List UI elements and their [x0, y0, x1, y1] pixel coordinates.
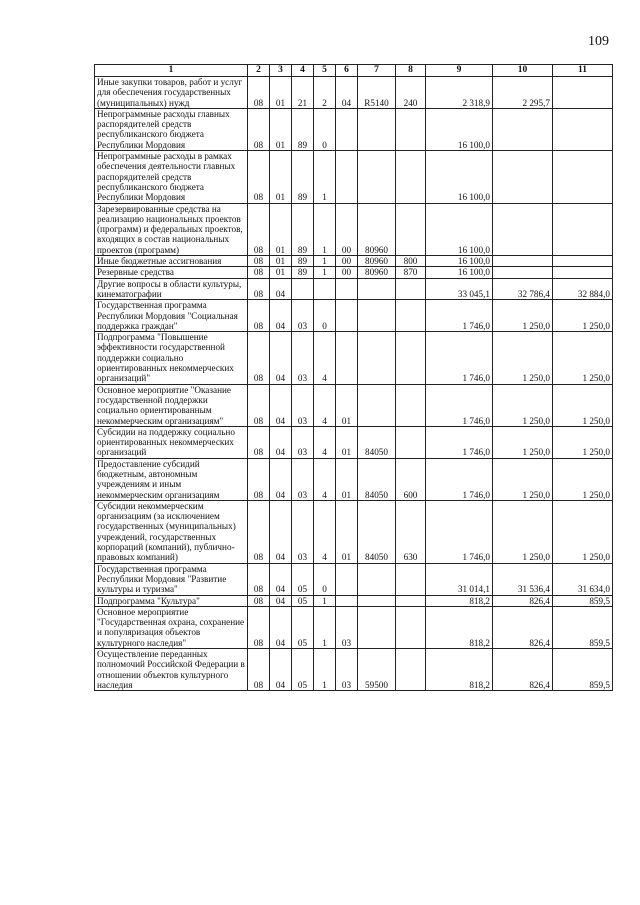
cell-activity — [336, 300, 358, 332]
cell-amount-2: 1 250,0 — [493, 332, 553, 384]
cell-subsection: 04 — [270, 384, 292, 426]
col-header: 2 — [248, 65, 270, 77]
table-row — [95, 606, 613, 648]
row-name: Основное мероприятие "Государственная охрана, сохранение и популяризация объектов культурного наследия" — [95, 606, 248, 648]
cell-amount-3: 31 634,0 — [553, 563, 613, 595]
cell-subprogram: 4 — [314, 458, 336, 500]
cell-activity: 01 — [336, 426, 358, 458]
cell-amount-2: 826,4 — [493, 606, 553, 648]
cell-direction: 59500 — [358, 649, 396, 691]
cell-section: 08 — [248, 606, 270, 648]
cell-direction: 84050 — [358, 458, 396, 500]
cell-subprogram: 4 — [314, 426, 336, 458]
cell-subsection: 01 — [270, 108, 292, 150]
cell-subprogram: 1 — [314, 606, 336, 648]
cell-activity: 01 — [336, 384, 358, 426]
cell-program: 03 — [292, 458, 314, 500]
cell-amount-1: 1 746,0 — [426, 332, 493, 384]
cell-amount-3: 859,5 — [553, 649, 613, 691]
cell-section: 08 — [248, 458, 270, 500]
row-name: Подпрограмма "Культура" — [95, 595, 248, 606]
cell-activity — [336, 595, 358, 606]
cell-subprogram: 2 — [314, 77, 336, 109]
cell-program: 05 — [292, 606, 314, 648]
cell-expense-type: 800 — [396, 256, 426, 267]
row-name: Государственная программа Республики Мордовия "Развитие культуры и туризма" — [95, 563, 248, 595]
cell-section: 08 — [248, 563, 270, 595]
cell-activity: 01 — [336, 500, 358, 563]
cell-expense-type — [396, 203, 426, 255]
table-row — [95, 108, 613, 150]
cell-direction: 84050 — [358, 500, 396, 563]
cell-subsection: 04 — [270, 649, 292, 691]
cell-direction — [358, 108, 396, 150]
row-name: Государственная программа Республики Мордовия "Социальная поддержка граждан" — [95, 300, 248, 332]
cell-subsection: 01 — [270, 203, 292, 255]
cell-amount-1: 16 100,0 — [426, 256, 493, 267]
cell-program: 03 — [292, 426, 314, 458]
row-name: Субсидии некоммерческим организациям (за исключением государственных (муниципальных) учреждений, государственных корпораций (компаний), публично-правовых компаний) — [95, 500, 248, 563]
cell-direction — [358, 595, 396, 606]
cell-amount-1: 818,2 — [426, 649, 493, 691]
cell-subprogram: 0 — [314, 108, 336, 150]
cell-section: 08 — [248, 595, 270, 606]
cell-program: 89 — [292, 108, 314, 150]
col-header: 3 — [270, 65, 292, 77]
col-header: 6 — [336, 65, 358, 77]
table-row — [95, 426, 613, 458]
cell-section: 08 — [248, 426, 270, 458]
row-name: Субсидии на поддержку социально ориентированных некоммерческих организаций — [95, 426, 248, 458]
table-row — [95, 649, 613, 691]
cell-amount-3: 859,5 — [553, 595, 613, 606]
cell-amount-3 — [553, 151, 613, 203]
cell-program: 05 — [292, 649, 314, 691]
row-name: Резервные средства — [95, 267, 248, 278]
cell-amount-2: 1 250,0 — [493, 426, 553, 458]
cell-direction: 84050 — [358, 426, 396, 458]
table-row — [95, 563, 613, 595]
cell-expense-type — [396, 426, 426, 458]
cell-subprogram: 1 — [314, 595, 336, 606]
cell-subsection: 04 — [270, 332, 292, 384]
cell-expense-type: 240 — [396, 77, 426, 109]
cell-expense-type — [396, 151, 426, 203]
cell-expense-type — [396, 649, 426, 691]
col-header: 5 — [314, 65, 336, 77]
cell-section: 08 — [248, 332, 270, 384]
cell-expense-type — [396, 278, 426, 300]
cell-section: 08 — [248, 108, 270, 150]
cell-activity: 00 — [336, 256, 358, 267]
table-row — [95, 332, 613, 384]
cell-section: 08 — [248, 500, 270, 563]
row-name: Непрограммные расходы в рамках обеспечения деятельности главных распорядителей средств республиканского бюджета Республики Мордовия — [95, 151, 248, 203]
cell-amount-1: 33 045,1 — [426, 278, 493, 300]
cell-expense-type: 870 — [396, 267, 426, 278]
cell-direction — [358, 300, 396, 332]
table-row — [95, 267, 613, 278]
cell-section: 08 — [248, 203, 270, 255]
cell-section: 08 — [248, 151, 270, 203]
cell-amount-2: 32 786,4 — [493, 278, 553, 300]
row-name: Иные бюджетные ассигнования — [95, 256, 248, 267]
cell-section: 08 — [248, 278, 270, 300]
table-row — [95, 500, 613, 563]
cell-subprogram: 1 — [314, 203, 336, 255]
cell-direction: 80960 — [358, 267, 396, 278]
cell-amount-1: 1 746,0 — [426, 500, 493, 563]
cell-expense-type — [396, 108, 426, 150]
cell-amount-1: 31 014,1 — [426, 563, 493, 595]
cell-subsection: 04 — [270, 458, 292, 500]
cell-subprogram — [314, 278, 336, 300]
cell-expense-type — [396, 606, 426, 648]
col-header: 9 — [426, 65, 493, 77]
header-row — [95, 65, 613, 77]
cell-amount-2 — [493, 151, 553, 203]
cell-amount-3: 1 250,0 — [553, 500, 613, 563]
cell-program: 03 — [292, 384, 314, 426]
row-name: Непрограммные расходы главных распорядителей средств республиканского бюджета Республики Мордовия — [95, 108, 248, 150]
cell-activity: 00 — [336, 203, 358, 255]
cell-program: 05 — [292, 595, 314, 606]
cell-program: 89 — [292, 151, 314, 203]
cell-subprogram: 4 — [314, 500, 336, 563]
cell-section: 08 — [248, 267, 270, 278]
cell-amount-1: 1 746,0 — [426, 458, 493, 500]
cell-activity — [336, 563, 358, 595]
cell-subprogram: 1 — [314, 151, 336, 203]
cell-amount-2: 1 250,0 — [493, 500, 553, 563]
cell-amount-2: 1 250,0 — [493, 300, 553, 332]
cell-subprogram: 1 — [314, 267, 336, 278]
cell-subprogram: 0 — [314, 300, 336, 332]
cell-program: 21 — [292, 77, 314, 109]
cell-amount-3: 1 250,0 — [553, 300, 613, 332]
row-name: Зарезервированные средства на реализацию национальных проектов (программ) и федеральных проектов, входящих в состав национальных проектов (программ) — [95, 203, 248, 255]
cell-amount-3 — [553, 267, 613, 278]
cell-direction — [358, 278, 396, 300]
cell-amount-2: 2 295,7 — [493, 77, 553, 109]
cell-subsection: 04 — [270, 500, 292, 563]
cell-direction: 80960 — [358, 256, 396, 267]
cell-subsection: 04 — [270, 606, 292, 648]
cell-amount-2: 826,4 — [493, 649, 553, 691]
cell-activity — [336, 108, 358, 150]
cell-amount-1: 818,2 — [426, 595, 493, 606]
cell-amount-2 — [493, 267, 553, 278]
table-row — [95, 256, 613, 267]
cell-amount-2: 31 536,4 — [493, 563, 553, 595]
cell-direction — [358, 384, 396, 426]
table-row — [95, 203, 613, 255]
cell-amount-3 — [553, 77, 613, 109]
table-row — [95, 278, 613, 300]
table-row — [95, 384, 613, 426]
row-name: Иные закупки товаров, работ и услуг для обеспечения государственных (муниципальных) нужд — [95, 77, 248, 109]
cell-expense-type — [396, 595, 426, 606]
cell-subsection: 04 — [270, 300, 292, 332]
cell-amount-2: 1 250,0 — [493, 458, 553, 500]
cell-subsection: 01 — [270, 256, 292, 267]
table-row — [95, 300, 613, 332]
table-row — [95, 595, 613, 606]
table-row — [95, 458, 613, 500]
cell-amount-2 — [493, 203, 553, 255]
cell-subsection: 04 — [270, 595, 292, 606]
row-name: Предоставление субсидий бюджетным, автономным учреждениям и иным некоммерческим организациям — [95, 458, 248, 500]
cell-section: 08 — [248, 77, 270, 109]
cell-program: 03 — [292, 300, 314, 332]
cell-amount-3: 1 250,0 — [553, 458, 613, 500]
cell-amount-3: 859,5 — [553, 606, 613, 648]
cell-section: 08 — [248, 384, 270, 426]
cell-activity — [336, 278, 358, 300]
cell-expense-type — [396, 332, 426, 384]
col-header: 11 — [553, 65, 613, 77]
cell-subprogram: 0 — [314, 563, 336, 595]
cell-expense-type: 630 — [396, 500, 426, 563]
col-header: 7 — [358, 65, 396, 77]
row-name: Подпрограмма "Повышение эффективности государственной поддержки социально ориентированных некоммерческих организаций" — [95, 332, 248, 384]
cell-amount-3: 1 250,0 — [553, 332, 613, 384]
cell-program: 03 — [292, 500, 314, 563]
cell-amount-1: 818,2 — [426, 606, 493, 648]
row-name: Осуществление переданных полномочий Российской Федерации в отношении объектов культурного наследия — [95, 649, 248, 691]
cell-amount-2 — [493, 256, 553, 267]
cell-direction — [358, 151, 396, 203]
cell-activity — [336, 332, 358, 384]
cell-amount-1: 1 746,0 — [426, 384, 493, 426]
cell-section: 08 — [248, 256, 270, 267]
cell-expense-type — [396, 300, 426, 332]
cell-activity: 00 — [336, 267, 358, 278]
cell-subprogram: 1 — [314, 649, 336, 691]
cell-subsection: 04 — [270, 278, 292, 300]
cell-program: 05 — [292, 563, 314, 595]
cell-amount-3 — [553, 203, 613, 255]
cell-amount-1: 1 746,0 — [426, 426, 493, 458]
cell-section: 08 — [248, 649, 270, 691]
cell-subprogram: 4 — [314, 332, 336, 384]
cell-amount-2: 826,4 — [493, 595, 553, 606]
cell-amount-1: 16 100,0 — [426, 108, 493, 150]
cell-amount-3: 1 250,0 — [553, 426, 613, 458]
row-name: Основное мероприятие "Оказание государственной поддержки социально ориентированным некоммерческим организациям" — [95, 384, 248, 426]
cell-subsection: 04 — [270, 426, 292, 458]
cell-amount-3 — [553, 256, 613, 267]
cell-amount-1: 16 100,0 — [426, 151, 493, 203]
cell-direction — [358, 332, 396, 384]
cell-activity: 04 — [336, 77, 358, 109]
cell-subprogram: 1 — [314, 256, 336, 267]
cell-expense-type: 600 — [396, 458, 426, 500]
col-header: 1 — [95, 65, 248, 77]
cell-amount-1: 16 100,0 — [426, 203, 493, 255]
cell-subsection: 01 — [270, 151, 292, 203]
table-row — [95, 77, 613, 109]
cell-amount-2: 1 250,0 — [493, 384, 553, 426]
cell-direction: R5140 — [358, 77, 396, 109]
cell-amount-3: 32 884,0 — [553, 278, 613, 300]
cell-amount-1: 1 746,0 — [426, 300, 493, 332]
table-row — [95, 151, 613, 203]
cell-program: 03 — [292, 332, 314, 384]
cell-expense-type — [396, 384, 426, 426]
page-number: 109 — [588, 34, 609, 49]
cell-amount-1: 2 318,9 — [426, 77, 493, 109]
cell-amount-3: 1 250,0 — [553, 384, 613, 426]
cell-program: 89 — [292, 203, 314, 255]
cell-subsection: 01 — [270, 77, 292, 109]
cell-direction — [358, 606, 396, 648]
row-name: Другие вопросы в области культуры, кинематографии — [95, 278, 248, 300]
budget-table — [94, 64, 613, 691]
cell-activity: 03 — [336, 606, 358, 648]
cell-amount-2 — [493, 108, 553, 150]
col-header: 10 — [493, 65, 553, 77]
cell-amount-3 — [553, 108, 613, 150]
cell-subsection: 04 — [270, 563, 292, 595]
col-header: 8 — [396, 65, 426, 77]
cell-activity: 03 — [336, 649, 358, 691]
cell-direction — [358, 563, 396, 595]
cell-direction: 80960 — [358, 203, 396, 255]
cell-subprogram: 4 — [314, 384, 336, 426]
col-header: 4 — [292, 65, 314, 77]
cell-section: 08 — [248, 300, 270, 332]
cell-program — [292, 278, 314, 300]
cell-activity: 01 — [336, 458, 358, 500]
cell-activity — [336, 151, 358, 203]
cell-subsection: 01 — [270, 267, 292, 278]
cell-expense-type — [396, 563, 426, 595]
cell-amount-1: 16 100,0 — [426, 267, 493, 278]
cell-program: 89 — [292, 256, 314, 267]
cell-program: 89 — [292, 267, 314, 278]
